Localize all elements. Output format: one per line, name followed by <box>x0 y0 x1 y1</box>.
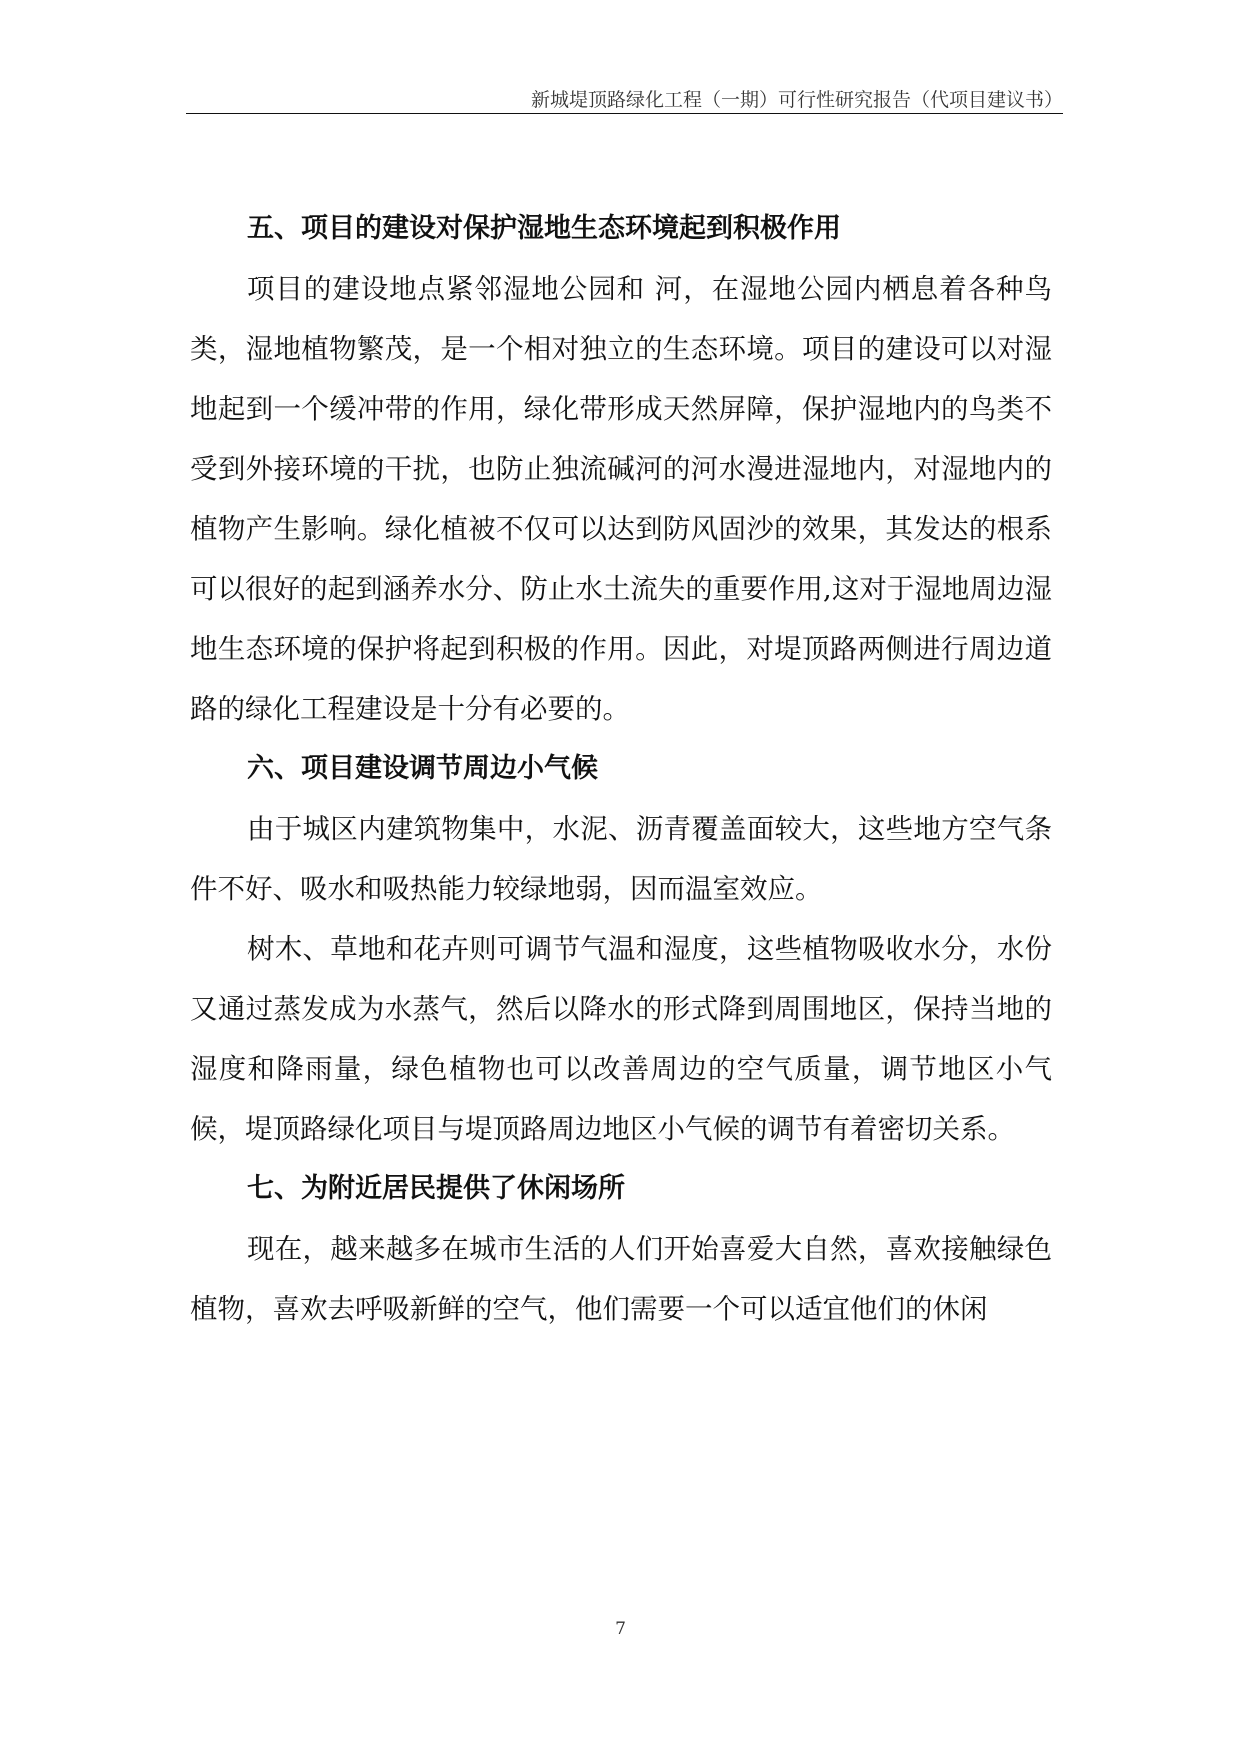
paragraph: 现在，越来越多在城市生活的人们开始喜爱大自然，喜欢接触绿色植物，喜欢去呼吸新鲜的空气，他们需要一个可以适宜他们的休闲 <box>190 1233 1052 1325</box>
running-header: 新城堤顶路绿化工程（一期）可行性研究报告（代项目建议书） <box>530 89 1063 111</box>
paragraph: 树木、草地和花卉则可调节气温和湿度，这些植物吸收水分，水份又通过蒸发成为水蒸气，然后以降水的形式降到周围地区，保持当地的湿度和降雨量，绿色植物也可以改善周边的空气质量，调节地区小气候，堤顶路绿化项目与堤顶路周边地区小气候的调节有着密切关系。 <box>190 933 1052 1145</box>
header-rule <box>186 113 1063 114</box>
paragraph: 由于城区内建筑物集中，水泥、沥青覆盖面较大，这些地方空气条件不好、吸水和吸热能力较绿地弱，因而温室效应。 <box>190 813 1052 905</box>
paragraph: 项目的建设地点紧邻湿地公园和 河，在湿地公园内栖息着各种鸟类，湿地植物繁茂，是一个相对独立的生态环境。项目的建设可以对湿地起到一个缓冲带的作用，绿化带形成天然屏障，保护湿地内的鸟类不受到外接环境的干扰，也防止独流碱河的河水漫进湿地内，对湿地内的植物产生影响。绿化植被不仅可以达到防风固沙的效果，其发达的根系可以很好的起到涵养水分、防止水土流失的重要作用,这对于湿地周边湿地生态环境的保护将起到积极的作用。因此，对堤顶路两侧进行周边道路的绿化工程建设是十分有必要的。 <box>190 273 1052 725</box>
section-heading: 六、项目建设调节周边小气候 <box>247 753 598 784</box>
page-number: 7 <box>615 1619 626 1639</box>
section-heading: 五、项目的建设对保护湿地生态环境起到积极作用 <box>247 213 841 244</box>
page-body <box>190 199 1052 1339</box>
section-heading: 七、为附近居民提供了休闲场所 <box>247 1173 625 1204</box>
